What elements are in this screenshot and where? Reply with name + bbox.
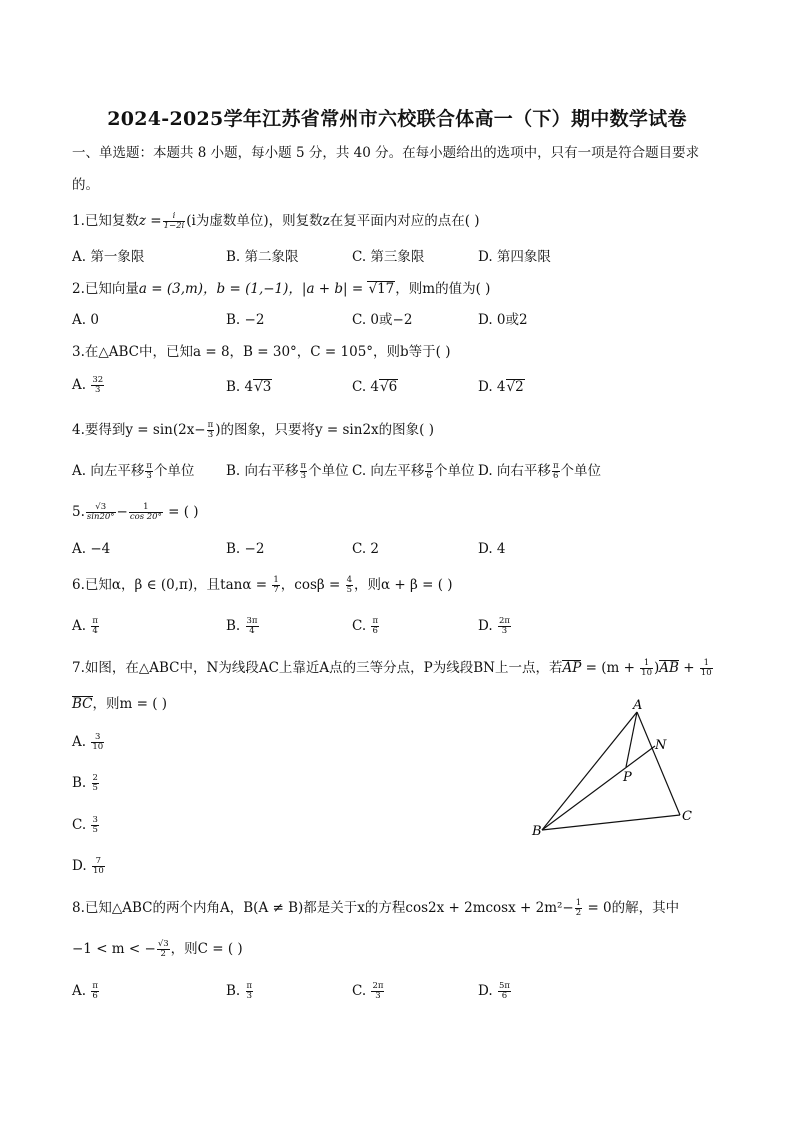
- q3-option-a[interactable]: [72, 376, 105, 395]
- q5-suffix: = ( ): [163, 504, 199, 520]
- q6-option-b-frac: [246, 617, 259, 636]
- q4-option-b-unit: 个单位: [308, 463, 349, 479]
- q8-option-d-frac: [498, 982, 511, 1001]
- q7-option-a-den: 10: [92, 742, 104, 752]
- triangle-figure: [520, 695, 710, 845]
- q4-option-a-unit: 个单位: [153, 463, 195, 479]
- q6-f1-num: 1: [273, 575, 279, 585]
- q6-option-a[interactable]: [72, 617, 100, 636]
- q4-option-c-num: π: [426, 461, 433, 471]
- q4-suffix: )的图象，只要将y = sin2x的图象( ): [215, 422, 434, 438]
- q6-option-b-num: 3π: [246, 616, 258, 626]
- q5-option-c[interactable]: C. 2: [352, 541, 380, 557]
- q6-fraction-2: [346, 576, 353, 595]
- q6-option-d-den: 3: [501, 626, 508, 636]
- q6-fraction-1: [272, 576, 279, 595]
- q7-option-d-den: 10: [92, 866, 104, 876]
- q8-option-a[interactable]: [72, 982, 100, 1001]
- q8-suffix-2: ，则C = ( ): [170, 941, 243, 957]
- q5-den1: sin20°: [86, 512, 115, 522]
- q5-option-b[interactable]: B. −2: [226, 541, 265, 557]
- q4-option-d[interactable]: [478, 462, 601, 481]
- question-2: [72, 280, 490, 298]
- q4-option-d-frac: [552, 462, 560, 481]
- section-heading-cont: [72, 176, 99, 194]
- q6-option-b-den: 4: [249, 626, 255, 636]
- q4-option-a-frac: [145, 462, 153, 481]
- q1-option-d[interactable]: D. 第四象限: [478, 249, 551, 265]
- q7-option-a[interactable]: [72, 733, 105, 752]
- q6-option-d[interactable]: [478, 617, 512, 636]
- q7-option-b-frac: [92, 774, 99, 793]
- q7-option-d-frac: [92, 857, 105, 876]
- section-heading-line1: 一、单选题：本题共 8 小题，每小题 5 分，共 40 分。在每小题给出的选项中，只有一项是符合题目要求: [72, 145, 700, 161]
- q7-f-num: 1: [640, 659, 653, 669]
- q7-f2-den: 10: [700, 668, 712, 678]
- question-1: [72, 212, 480, 231]
- q3-option-a-num: 32: [92, 375, 104, 385]
- side-bc: [542, 815, 680, 830]
- q6-f2-num: 4: [346, 575, 353, 585]
- q8-option-c-label: C.: [352, 983, 367, 999]
- q8-fraction-1: [575, 899, 582, 918]
- q6-prefix: 6.已知α，β ∈ (0,π)，且tanα =: [72, 577, 272, 593]
- side-ac: [637, 712, 680, 815]
- q4-option-a-den: 3: [146, 471, 152, 481]
- q3-option-a-den: 3: [95, 385, 101, 395]
- q1-option-a[interactable]: A. 第一象限: [72, 249, 145, 265]
- question-8: [72, 899, 679, 918]
- q6-option-a-frac: [91, 617, 99, 636]
- q1-frac-num: i: [163, 212, 186, 222]
- q8-option-b-num: π: [246, 981, 253, 991]
- q8-suffix-1: = 0的解，其中: [583, 900, 680, 916]
- q7-option-b-num: 2: [92, 773, 98, 783]
- q4-option-c-den: 6: [426, 471, 432, 481]
- q7-fraction-2: [700, 659, 713, 678]
- q8-prefix-2: −1 < m < −: [72, 941, 156, 957]
- q5-label: 5.: [72, 504, 85, 520]
- q6-option-c-num: π: [372, 616, 379, 626]
- q5-den2: cos 20°: [129, 512, 162, 522]
- q1-prefix: 1.已知复数: [72, 213, 139, 229]
- label-b: B: [532, 824, 542, 839]
- q7-eq: = (m +: [581, 660, 640, 676]
- section-heading-line2: 的。: [72, 177, 99, 193]
- q8-f-den: 2: [575, 908, 582, 918]
- q6-option-d-frac: [498, 617, 511, 636]
- q4-option-b-num: π: [300, 461, 307, 471]
- q7-option-c-num: 3: [92, 815, 98, 825]
- q3-option-b[interactable]: [226, 378, 272, 396]
- q3-option-d[interactable]: [478, 378, 525, 396]
- label-a: A: [633, 698, 643, 713]
- q8-option-d-label: D.: [478, 983, 493, 999]
- q6-option-b[interactable]: [226, 617, 260, 636]
- q7-vector-ab: AB: [659, 660, 679, 676]
- q6-option-a-den: 4: [92, 626, 98, 636]
- question-7: 7.如图，在△ABC中，N为线段AC上靠近A点的三等分点，P为线段BN上一点，若AP = (m + $\frac{1}{10}$ )AB + $\frac{1}{10}$: [72, 658, 712, 678]
- question-5: [72, 503, 199, 522]
- q8-option-a-frac: [91, 982, 99, 1001]
- q4-option-b-text: B. 向右平移: [226, 463, 299, 479]
- q8-option-b[interactable]: [226, 982, 254, 1001]
- q4-prefix: 4.要得到y = sin(2x−: [72, 422, 206, 438]
- section-heading: [72, 144, 699, 162]
- q3-option-b-text: B. 4: [226, 379, 254, 395]
- q4-option-c-text: C. 向左平移: [352, 463, 425, 479]
- q1-frac-den: 1−2i: [163, 221, 185, 231]
- q7-vector-ap: AP: [562, 660, 582, 676]
- segment-ap: [626, 712, 637, 767]
- q8-f2-den: 2: [160, 949, 166, 959]
- q6-f1-den: 7: [273, 585, 279, 595]
- q7-option-b[interactable]: [72, 774, 100, 793]
- q8-fraction-2: [157, 940, 170, 959]
- q4-option-c[interactable]: [352, 462, 475, 481]
- q5-option-d[interactable]: D. 4: [478, 541, 506, 557]
- q5-minus: −: [116, 504, 128, 520]
- q8-prefix: 8.已知△ABC的两个内角A，B(A ≠ B)都是关于x的方程cos2x + 2mcosx + 2m²−: [72, 900, 574, 916]
- q3-option-b-sqrt-val: 3: [262, 379, 272, 395]
- q7-option-a-frac: [91, 733, 104, 752]
- q1-option-b[interactable]: B. 第二象限: [226, 249, 299, 265]
- question-4: [72, 421, 434, 440]
- q5-num1: √3: [86, 503, 116, 513]
- q3-option-c-text: C. 4: [352, 379, 380, 395]
- q8-option-a-den: 6: [92, 991, 98, 1001]
- q1-suffix: (i为虚数单位)，则复数z在复平面内对应的点在( ): [186, 213, 480, 229]
- q5-fraction-1: [86, 503, 116, 522]
- q2-option-b[interactable]: B. −2: [226, 312, 265, 328]
- q8-option-b-label: B.: [226, 983, 241, 999]
- q6-option-b-label: B.: [226, 618, 241, 634]
- q6-option-d-label: D.: [478, 618, 493, 634]
- q3-option-c-sqrt-val: 6: [388, 379, 398, 395]
- q2-sqrt-value: 17: [377, 281, 395, 297]
- q7-suffix: ，则m = ( ): [92, 696, 168, 712]
- q6-option-a-num: π: [92, 616, 98, 626]
- q2-option-d[interactable]: D. 0或2: [478, 312, 528, 328]
- q4-option-a[interactable]: [72, 462, 194, 481]
- q4-frac-num: π: [207, 420, 214, 430]
- q2-sqrt: √17: [368, 281, 395, 297]
- label-n: N: [655, 738, 667, 753]
- q8-option-c-num: 2π: [372, 981, 384, 991]
- label-p: P: [623, 770, 632, 785]
- q4-option-d-den: 6: [553, 471, 559, 481]
- q8-f-num: 1: [575, 898, 582, 908]
- q8-option-c-den: 3: [375, 991, 381, 1001]
- q7-option-c-frac: [91, 816, 98, 835]
- q5-fraction-2: [129, 503, 163, 522]
- q3-option-b-sqrt: √3: [254, 379, 272, 395]
- q4-option-b-den: 3: [300, 471, 307, 481]
- q7-f-den: 10: [641, 668, 652, 678]
- q4-option-c-unit: 个单位: [434, 463, 475, 479]
- q8-option-d[interactable]: [478, 982, 512, 1001]
- label-c: C: [682, 809, 692, 824]
- q7-option-d-num: 7: [92, 857, 105, 867]
- q8-option-b-frac: [246, 982, 254, 1001]
- q8-option-b-den: 3: [246, 991, 253, 1001]
- q6-option-a-label: A.: [72, 618, 87, 634]
- q3-option-d-text: D. 4: [478, 379, 506, 395]
- q6-option-d-num: 2π: [498, 616, 510, 626]
- q3-option-c-sqrt: √6: [380, 379, 398, 395]
- q3-option-a-frac: [91, 376, 104, 395]
- q4-option-a-num: π: [146, 461, 152, 471]
- q7-option-a-label: A.: [72, 734, 87, 750]
- q4-fraction: [207, 421, 215, 440]
- q2-suffix: ，则m的值为( ): [395, 281, 491, 297]
- q6-option-c-frac: [371, 617, 379, 636]
- q4-option-a-text: A. 向左平移: [72, 463, 145, 479]
- q5-num2: 1: [129, 503, 163, 513]
- q8-option-d-num: 5π: [498, 981, 510, 991]
- q7-option-c-label: C.: [72, 817, 87, 833]
- q7-f2-num: 1: [700, 659, 713, 669]
- q3-option-a-label: A.: [72, 377, 87, 393]
- q7-option-c-den: 5: [92, 825, 98, 835]
- q8-f2-num: √3: [157, 939, 169, 949]
- q7-option-c[interactable]: [72, 816, 100, 835]
- q7-option-d-label: D.: [72, 858, 87, 874]
- q8-option-c-frac: [371, 982, 384, 1001]
- q7-option-d[interactable]: [72, 857, 106, 876]
- question-8-cont: [72, 940, 243, 959]
- q8-option-c[interactable]: [352, 982, 385, 1001]
- q7-fraction-1: [640, 659, 653, 678]
- q2-option-a[interactable]: A. 0: [72, 312, 99, 328]
- q3-option-d-sqrt-val: 2: [515, 379, 524, 395]
- q1-option-c[interactable]: C. 第三象限: [352, 249, 425, 265]
- q6-option-c[interactable]: [352, 617, 380, 636]
- q4-option-d-num: π: [552, 461, 559, 471]
- q7-option-b-den: 5: [92, 783, 98, 793]
- q4-frac-den: 3: [207, 430, 214, 440]
- q7-plus: +: [678, 660, 699, 676]
- q7-option-b-label: B.: [72, 775, 87, 791]
- q2-text: a = (3,m)，b = (1,−1)，|a + b| =: [138, 281, 368, 297]
- q4-option-d-unit: 个单位: [560, 463, 602, 479]
- q6-suffix: ，则α + β = ( ): [354, 577, 453, 593]
- q3-option-d-sqrt: √2: [506, 379, 524, 395]
- q4-option-b-frac: [300, 462, 308, 481]
- q6-option-c-den: 6: [372, 626, 378, 636]
- q7-option-a-num: 3: [91, 733, 104, 743]
- q2-prefix: 2.已知向量: [72, 281, 139, 297]
- q8-option-a-label: A.: [72, 983, 87, 999]
- q3-option-c[interactable]: [352, 378, 398, 396]
- segment-bn: [542, 746, 655, 830]
- q1-z: z =: [138, 213, 162, 229]
- q1-fraction: [163, 212, 186, 231]
- q6-f2-den: 5: [346, 585, 353, 595]
- q4-option-b[interactable]: [226, 462, 349, 481]
- q8-option-d-den: 6: [501, 991, 508, 1001]
- q5-option-a[interactable]: A. −4: [72, 541, 111, 557]
- q4-option-c-frac: [425, 462, 433, 481]
- q7-vector-bc: BC: [72, 696, 93, 712]
- q6-option-c-label: C.: [352, 618, 367, 634]
- question-7-cont: [72, 695, 167, 713]
- q7-prefix: 7.如图，在△ABC中，N为线段AC上靠近A点的三等分点，P为线段BN上一点，若: [72, 660, 563, 676]
- question-6: [72, 576, 453, 595]
- q2-option-c[interactable]: C. 0或−2: [352, 312, 413, 328]
- question-3: 3.在△ABC中，已知a = 8，B = 30°，C = 105°，则b等于( ): [72, 344, 451, 360]
- q6-mid: ，cosβ =: [280, 577, 345, 593]
- page-title: 2024-2025学年江苏省常州市六校联合体高一（下）期中数学试卷: [107, 108, 687, 130]
- q8-option-a-num: π: [92, 981, 98, 991]
- q4-option-d-text: D. 向右平移: [478, 463, 551, 479]
